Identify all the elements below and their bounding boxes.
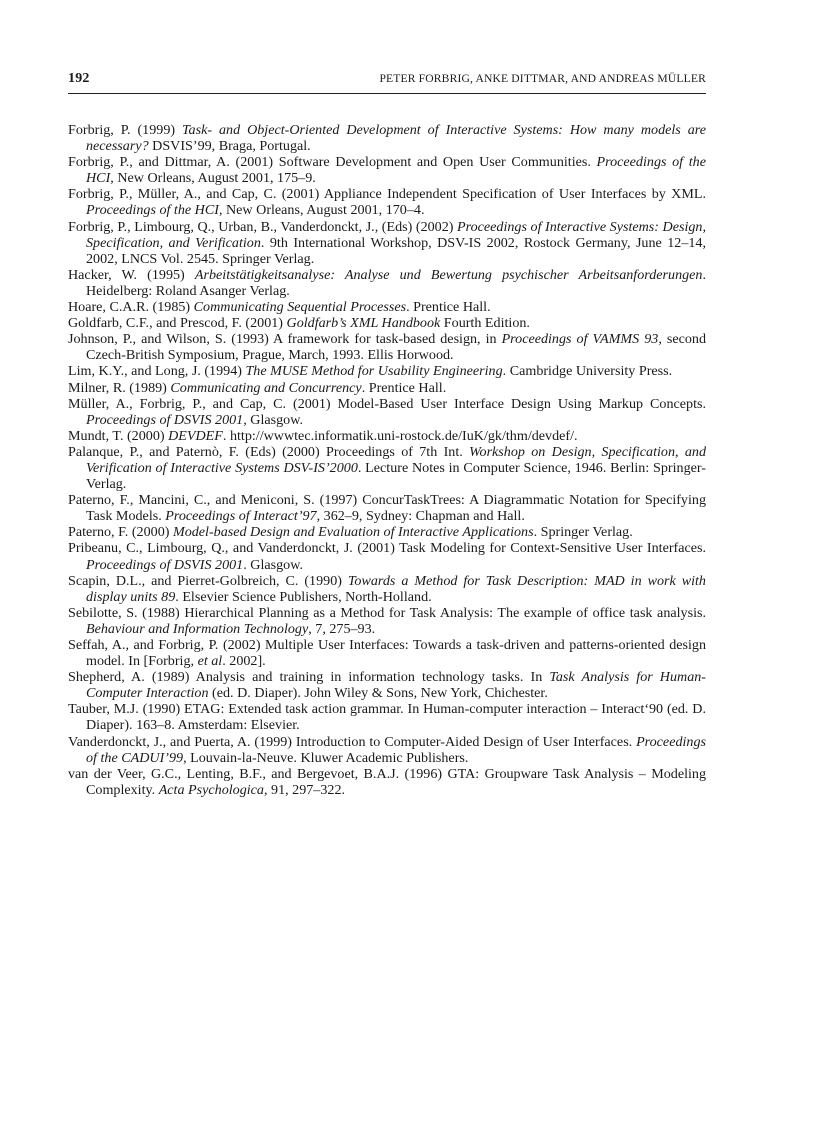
reference-text-segment: Paterno, F., Mancini, C., and Meniconi, S. (1997) ConcurTaskTrees: A Diagrammatic Notation for Specifying Task Models. [68, 492, 706, 525]
reference-italic-segment: Communicating and Concurrency [170, 379, 362, 396]
running-head: PETER FORBRIG, ANKE DITTMAR, AND ANDREAS MÜLLER [379, 72, 706, 85]
reference-text-segment: DSVIS’99, Braga, Portugal. [148, 138, 311, 155]
reference-italic-segment: Communicating Sequential Processes [193, 299, 407, 316]
reference-italic-segment: Proceedings of Interactive Systems: Design, Specification, and Verification [86, 218, 706, 251]
reference-text-segment: , Glasgow. [243, 411, 303, 428]
reference-text-segment: , second Czech-British Symposium, Prague, March, 1993. Ellis Horwood. [86, 331, 706, 364]
reference-text-segment: Shepherd, A. (1989) Analysis and training in information technology tasks. In [68, 669, 550, 686]
reference-text-segment: Hacker, W. (1995) [68, 266, 195, 283]
reference-entry [68, 605, 706, 637]
reference-entry [68, 637, 706, 669]
reference-text-segment: Mundt, T. (2000) [68, 427, 169, 444]
reference-entry [68, 766, 706, 798]
reference-entry [68, 540, 706, 572]
reference-text-segment: . 2002]. [222, 653, 266, 670]
reference-entry [68, 219, 706, 267]
reference-list [68, 122, 706, 798]
reference-text-segment: . Heidelberg: Roland Asanger Verlag. [86, 266, 706, 299]
reference-text-segment: Johnson, P., and Wilson, S. (1993) A framework for task-based design, in [68, 331, 502, 348]
reference-text-segment: Sebilotte, S. (1988) Hierarchical Planning as a Method for Task Analysis: The example of office task analysis. [68, 604, 706, 621]
reference-text-segment: van der Veer, G.C., Lenting, B.F., and Bergevoet, B.A.J. (1996) GTA: Groupware Task Analysis – Modeling Complexity. [68, 765, 706, 798]
reference-text-segment: Forbrig, P., Müller, A., and Cap, C. (2001) Appliance Independent Specification of User Interfaces by XML. [68, 186, 706, 203]
reference-entry [68, 363, 706, 379]
reference-entry [68, 573, 706, 605]
reference-text-segment: . Cambridge University Press. [502, 363, 673, 380]
reference-italic-segment: Acta Psychologica [158, 781, 264, 798]
reference-entry [68, 669, 706, 701]
reference-italic-segment: Proceedings of the HCI [86, 154, 706, 187]
reference-italic-segment: Proceedings of VAMMS 93 [501, 331, 659, 348]
reference-italic-segment: Behaviour and Information Technology [86, 620, 309, 637]
reference-text-segment: , Louvain-la-Neuve. Kluwer Academic Publishers. [183, 749, 469, 766]
reference-text-segment: Milner, R. (1989) [68, 379, 171, 396]
reference-text-segment: , New Orleans, August 2001, 175–9. [110, 170, 316, 187]
reference-italic-segment: Workshop on Design, Specification, and Verification of Interactive Systems DSV-IS’2000 [86, 443, 706, 476]
reference-italic-segment: Arbeitstätigkeitsanalyse: Analyse und Bewertung psychischer Arbeitsanforderungen [194, 266, 703, 283]
reference-italic-segment: Proceedings of DSVIS 2001 [86, 411, 244, 428]
reference-text-segment: . 9th International Workshop, DSV-IS 2002, Rostock Germany, June 12–14, 2002, LNCS Vol. 2545. Springer Verlag. [86, 234, 706, 267]
reference-entry [68, 396, 706, 428]
reference-entry [68, 524, 706, 540]
reference-entry [68, 701, 706, 733]
reference-text-segment: Seffah, A., and Forbrig, P. (2002) Multiple User Interfaces: Towards a task-driven and patterns-oriented design model. In [Forbrig, [68, 637, 706, 670]
reference-italic-segment: Goldfarb’s XML Handbook [286, 315, 441, 332]
reference-text-segment: . http://wwwtec.informatik.uni-rostock.de/IuK/gk/thm/devdef/. [222, 427, 578, 444]
reference-entry [68, 428, 706, 444]
reference-entry [68, 331, 706, 363]
reference-entry [68, 315, 706, 331]
reference-italic-segment: Towards a Method for Task Description: MAD in work with display units 89 [86, 572, 706, 605]
reference-entry [68, 267, 706, 299]
reference-italic-segment: Proceedings of Interact’97 [165, 508, 317, 525]
reference-text-segment: , 91, 297–322. [263, 781, 346, 798]
reference-text-segment: . Prentice Hall. [361, 379, 447, 396]
reference-italic-segment: Task Analysis for Human-Computer Interaction [86, 669, 706, 702]
reference-entry [68, 380, 706, 396]
reference-text-segment: Müller, A., Forbrig, P., and Cap, C. (2001) Model-Based User Interface Design Using Markup Concepts. [68, 395, 706, 412]
reference-text-segment: Goldfarb, C.F., and Prescod, F. (2001) [68, 315, 287, 332]
reference-text-segment: Pribeanu, C., Limbourg, Q., and Vanderdonckt, J. (2001) Task Modeling for Context-Sensitive User Interfaces. [68, 540, 706, 557]
reference-text-segment: Forbrig, P., Limbourg, Q., Urban, B., Vanderdonckt, J., (Eds) (2002) [68, 218, 458, 235]
reference-text-segment: . Glasgow. [243, 556, 303, 573]
reference-text-segment: Forbrig, P. (1999) [68, 122, 183, 138]
reference-text-segment: Lim, K.Y., and Long, J. (1994) [68, 363, 246, 380]
reference-text-segment: Vanderdonckt, J., and Puerta, A. (1999) Introduction to Computer-Aided Design of User Interfaces. [68, 733, 637, 750]
reference-italic-segment: Proceedings of the HCI [86, 202, 219, 219]
reference-text-segment: . Springer Verlag. [533, 524, 633, 541]
reference-text-segment: Forbrig, P., and Dittmar, A. (2001) Software Development and Open User Communities. [68, 154, 597, 171]
reference-text-segment: . Lecture Notes in Computer Science, 1946. Berlin: Springer-Verlag. [86, 459, 706, 493]
reference-text-segment: Fourth Edition. [440, 315, 530, 332]
reference-text-segment: , New Orleans, August 2001, 170–4. [218, 202, 425, 219]
reference-entry [68, 122, 706, 154]
reference-text-segment: , 362–9, Sydney: Chapman and Hall. [316, 508, 525, 525]
reference-text-segment: . Elsevier Science Publishers, North-Holland. [175, 588, 432, 605]
reference-entry [68, 444, 706, 492]
reference-entry [68, 186, 706, 218]
reference-entry [68, 299, 706, 315]
reference-italic-segment: Proceedings of DSVIS 2001 [86, 556, 244, 573]
page-header [68, 71, 706, 94]
reference-text-segment: Palanque, P., and Paternò, F. (Eds) (2000) Proceedings of 7th Int. [68, 443, 470, 460]
reference-text-segment: (ed. D. Diaper). John Wiley & Sons, New York, Chichester. [208, 685, 548, 702]
reference-italic-segment: Model-based Design and Evaluation of Interactive Applications [172, 524, 534, 541]
reference-italic-segment: DEVDEF [168, 427, 223, 444]
reference-italic-segment: Proceedings of the CADUI’99 [86, 733, 706, 766]
reference-text-segment: Paterno, F. (2000) [68, 524, 173, 541]
reference-text-segment: . Prentice Hall. [406, 299, 491, 316]
reference-italic-segment: Task- and Object-Oriented Development of Interactive Systems: How many models are necessary? [86, 122, 706, 155]
reference-italic-segment: et al [197, 653, 223, 670]
reference-entry [68, 734, 706, 766]
reference-entry [68, 154, 706, 186]
page-number: 192 [68, 71, 90, 86]
reference-text-segment: Hoare, C.A.R. (1985) [68, 299, 194, 316]
reference-text-segment: Scapin, D.L., and Pierret-Golbreich, C. (1990) [68, 572, 348, 589]
reference-text-segment: , 7, 275–93. [308, 620, 376, 637]
reference-italic-segment: The MUSE Method for Usability Engineering [245, 363, 503, 380]
reference-entry [68, 492, 706, 524]
reference-text-segment: Tauber, M.J. (1990) ETAG: Extended task action grammar. In Human-computer interaction – Interact‘90 (ed. D. Diaper). 163–8. Amsterdam: Elsevier. [68, 701, 706, 734]
